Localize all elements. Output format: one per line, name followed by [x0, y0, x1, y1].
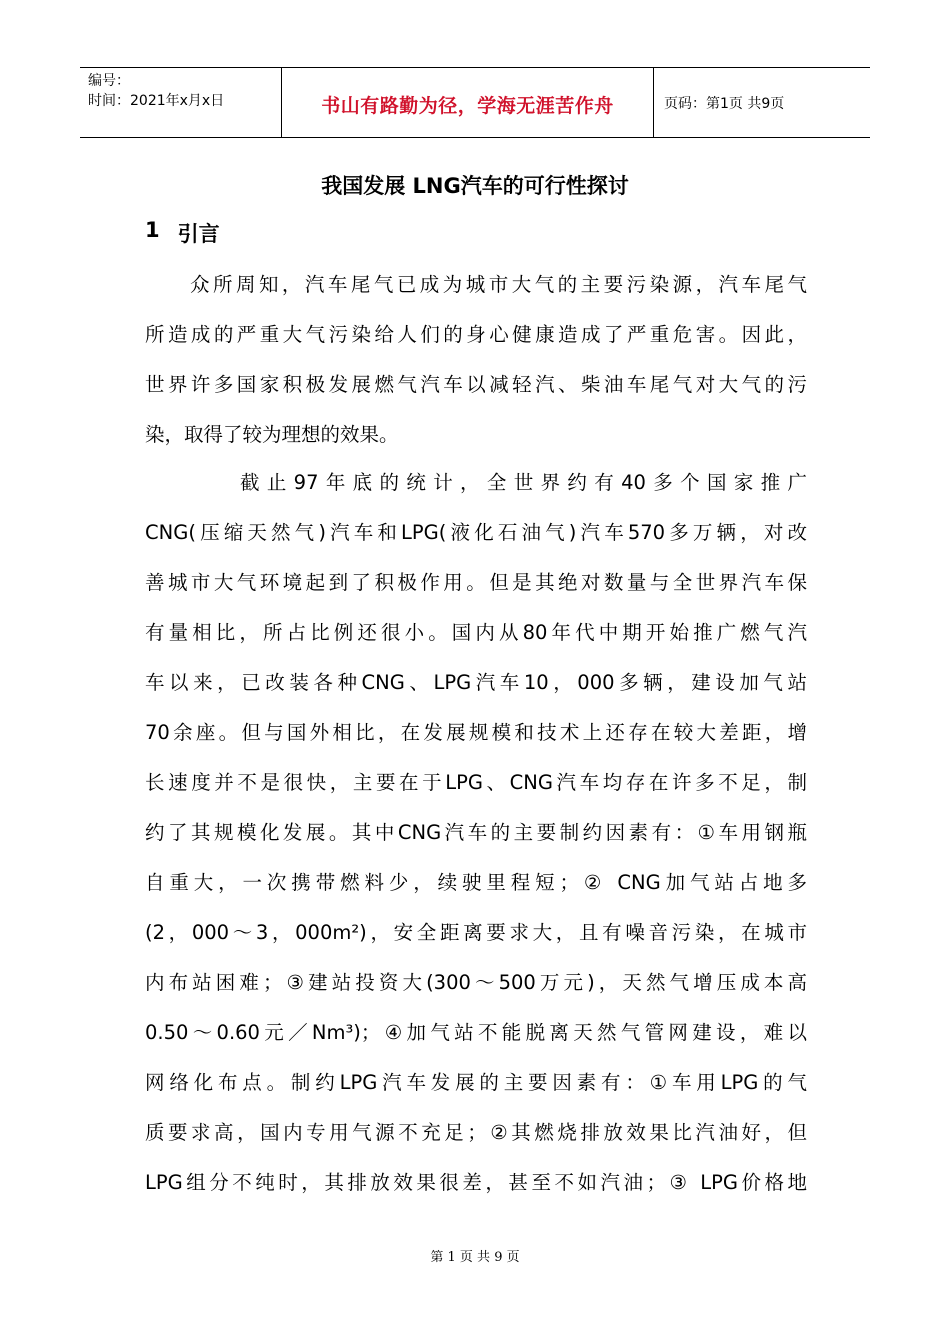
- paragraph-line: 自重大，一次携带燃料少，续驶里程短；② CNG加气站占地多: [145, 871, 807, 894]
- paragraph-line: 0.50～0.60元／Nm³)；④加气站不能脱离天然气管网建设，难以: [145, 1021, 807, 1044]
- header-meta-cell: [80, 68, 282, 137]
- paragraph-2: [145, 458, 807, 1208]
- page-footer: 第 1 页 共 9 页: [430, 1250, 520, 1265]
- paragraph-line: 约了其规模化发展。其中CNG汽车的主要制约因素有：①车用钢瓶: [145, 821, 807, 844]
- paragraph-line: (2，000～3，000m²)，安全距离要求大，且有噪音污染，在城市: [145, 921, 807, 944]
- paragraph-line: 善城市大气环境起到了积极作用。但是其绝对数量与全世界汽车保: [145, 571, 807, 594]
- paragraph-line: LPG组分不纯时，其排放效果很差，甚至不如汽油；③ LPG价格地: [145, 1171, 807, 1194]
- paragraph-line: 网络化布点。制约LPG汽车发展的主要因素有：①车用LPG的气: [145, 1071, 807, 1094]
- paragraph-line: 车以来，已改装各种CNG、LPG汽车10，000多辆，建设加气站: [145, 671, 807, 694]
- paragraph-line: CNG(压缩天然气)汽车和LPG(液化石油气)汽车570多万辆，对改: [145, 521, 807, 544]
- paragraph-1: [145, 260, 807, 460]
- page-info: 页码：第1页 共9页: [664, 95, 785, 112]
- page-header: [80, 67, 870, 138]
- paragraph-line: 70余座。但与国外相比，在发展规模和技术上还存在较大差距，增: [145, 721, 807, 744]
- paragraph-line: 截止97年底的统计，全世界约有40多个国家推广: [240, 471, 807, 494]
- header-page-cell: [654, 68, 870, 137]
- section-heading: [145, 218, 220, 248]
- paragraph-line: 内布站困难；③建站投资大(300～500万元)，天然气增压成本高: [145, 971, 807, 994]
- time-label: 时间：2021年x月x日: [88, 93, 225, 109]
- paragraph-line: 染，取得了较为理想的效果。: [145, 423, 399, 446]
- paragraph-line: 世界许多国家积极发展燃气汽车以减轻汽、柴油车尾气对大气的污: [145, 373, 807, 396]
- paragraph-line: 有量相比，所占比例还很小。国内从80年代中期开始推广燃气汽: [145, 621, 807, 644]
- paragraph-line: 众所周知，汽车尾气已成为城市大气的主要污染源，汽车尾气: [190, 273, 807, 296]
- number-label: 编号：: [88, 73, 130, 89]
- header-motto-cell: [282, 68, 654, 137]
- paragraph-line: 质要求高，国内专用气源不充足；②其燃烧排放效果比汽油好，但: [145, 1121, 807, 1144]
- section-title: 引言: [177, 222, 220, 246]
- motto-text: 书山有路勤为径，学海无涯苦作舟: [321, 95, 614, 117]
- section-number: 1: [145, 218, 160, 242]
- document-title: 我国发展 LNG汽车的可行性探讨: [321, 174, 629, 198]
- paragraph-line: 所造成的严重大气污染给人们的身心健康造成了严重危害。因此，: [145, 323, 807, 346]
- paragraph-line: 长速度并不是很快，主要在于LPG、CNG汽车均存在许多不足，制: [145, 771, 807, 794]
